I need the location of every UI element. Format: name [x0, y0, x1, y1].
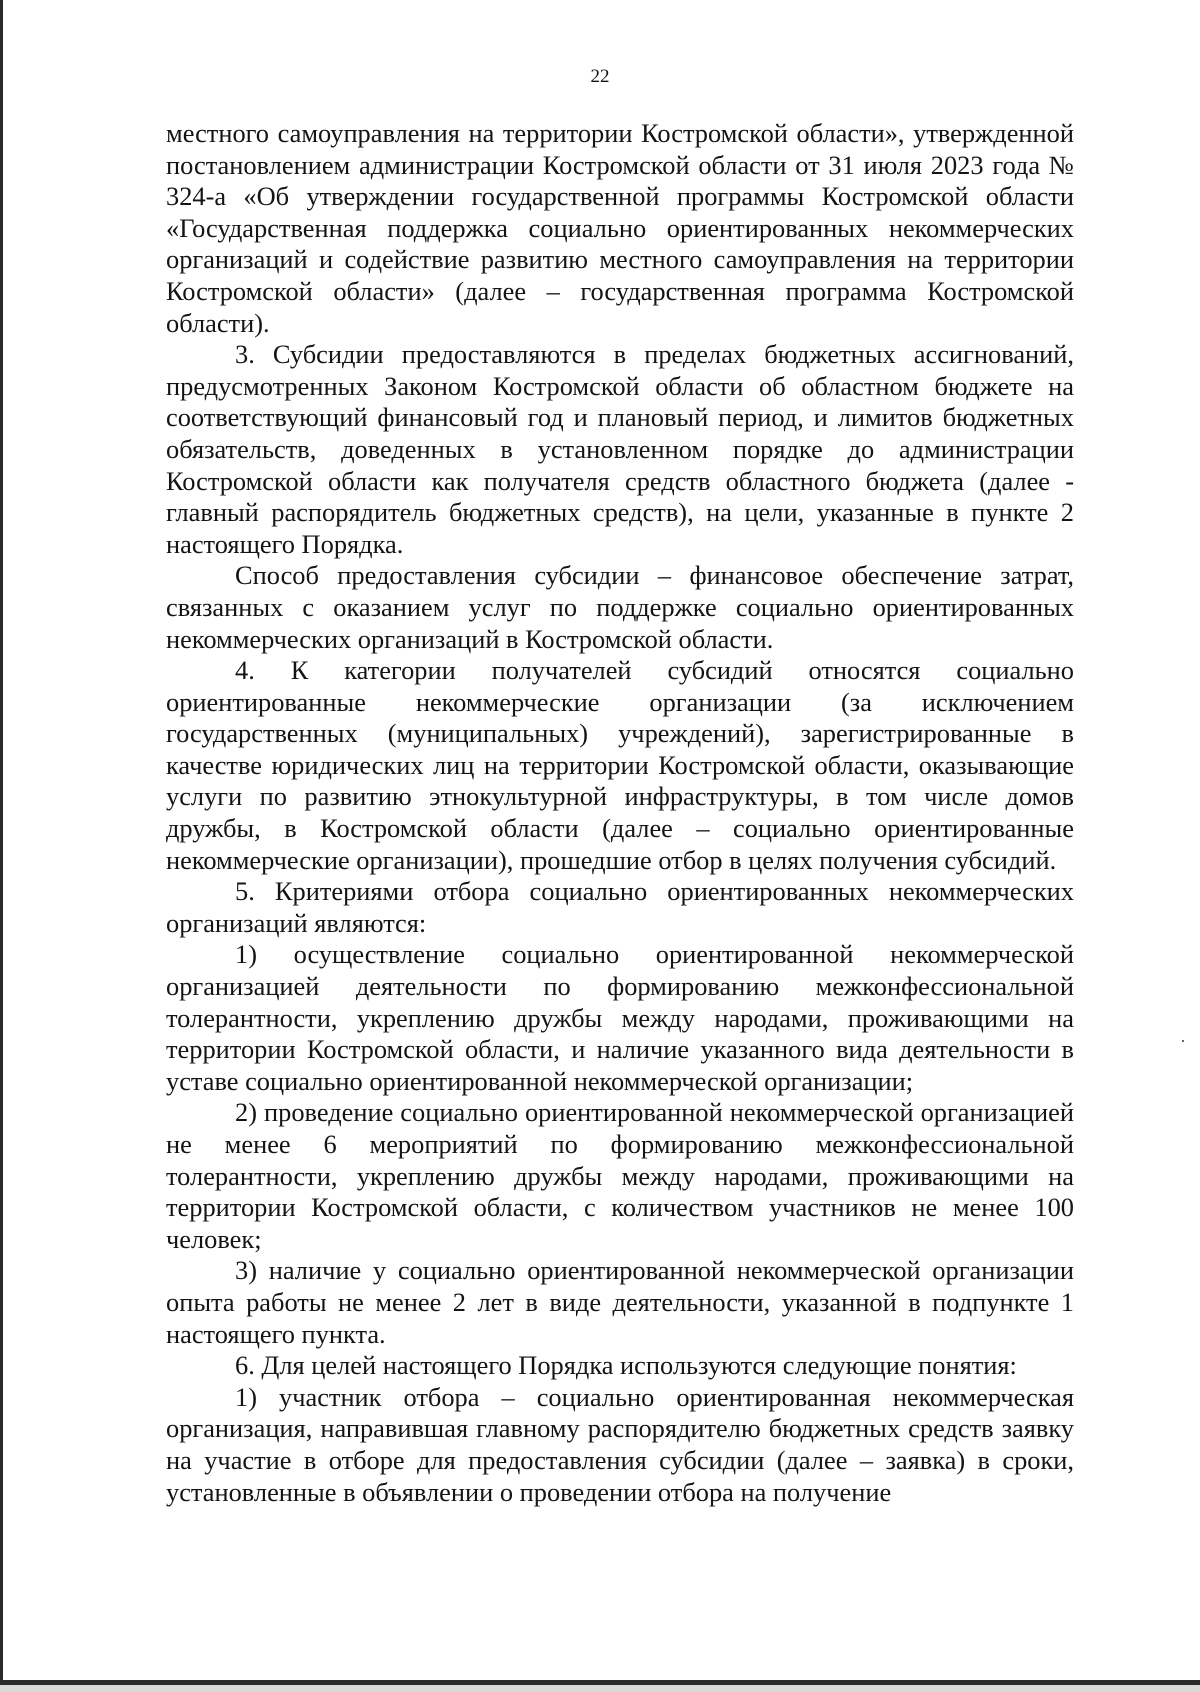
paragraph-item-4: 4. К категории получателей субсидий относятся социально ориентированные некоммерческие организации (за исключением государственных (муниципальных) учреждений), зарегистрированные в качестве юридических лиц на территории Костромской области, оказывающие услуги по развитию этнокультурной инфраструктуры, в том числе домов дружбы, в Костромской области (далее – социально ориентированные некоммерческие организации), прошедшие отбор в целях получения субсидий.: [166, 655, 1074, 875]
scan-left-edge: [0, 0, 3, 1692]
paragraph-item-5-2: 2) проведение социально ориентированной некоммерческой организацией не менее 6 мероприятий по формированию межконфессиональной толерантности, укреплению дружбы между народами, проживающими на территории Костромской области, с количеством участников не менее 100 человек;: [166, 1097, 1074, 1254]
paragraph-item-5: 5. Критериями отбора социально ориентированных некоммерческих организаций являются:: [166, 876, 1074, 938]
paragraph-item-5-1: 1) осуществление социально ориентированной некоммерческой организацией деятельности по формированию межконфессиональной толерантности, укреплению дружбы между народами, проживающими на территории Костромской области, и наличие указанного вида деятельности в уставе социально ориентированной некоммерческой организации;: [166, 939, 1074, 1096]
paragraph-subsidy-method: Способ предоставления субсидии – финансовое обеспечение затрат, связанных с оказанием услуг по поддержке социально ориентированных некоммерческих организаций в Костромской области.: [166, 560, 1074, 654]
paragraph-item-6: 6. Для целей настоящего Порядка используются следующие понятия:: [235, 1350, 1017, 1381]
paragraph-item-6-1: 1) участник отбора – социально ориентированная некоммерческая организация, направившая главному распорядителю бюджетных средств заявку на участие в отборе для предоставления субсидии (далее – заявка) в сроки, установленные в объявлении о проведении отбора на получение: [166, 1381, 1074, 1507]
paragraph-item-5-3: 3) наличие у социально ориентированной некоммерческой организации опыта работы не менее 2 лет в виде деятельности, указанной в подпункте 1 настоящего пункта.: [166, 1255, 1074, 1349]
scan-speck: [1182, 1040, 1184, 1042]
paragraph-item-3: 3. Субсидии предоставляются в пределах бюджетных ассигнований, предусмотренных Законом Костромской области об областном бюджете на соответствующий финансовый год и плановый период, и лимитов бюджетных обязательств, доведенных в установленном порядке до администрации Костромской области как получателя средств областного бюджета (далее - главный распорядитель бюджетных средств), на цели, указанные в пункте 2 настоящего Порядка.: [166, 339, 1074, 559]
document-body: [166, 118, 1074, 1508]
scan-bottom-shadow: [0, 1685, 1200, 1692]
paragraph-continuation: местного самоуправления на территории Костромской области», утвержденной постановлением администрации Костромской области от 31 июля 2023 года № 324-а «Об утверждении государственной программы Костромской области «Государственная поддержка социально ориентированных некоммерческих организаций и содействие развитию местного самоуправления на территории Костромской области» (далее – государственная программа Костромской области).: [166, 118, 1074, 338]
page-number: 22: [590, 66, 610, 87]
